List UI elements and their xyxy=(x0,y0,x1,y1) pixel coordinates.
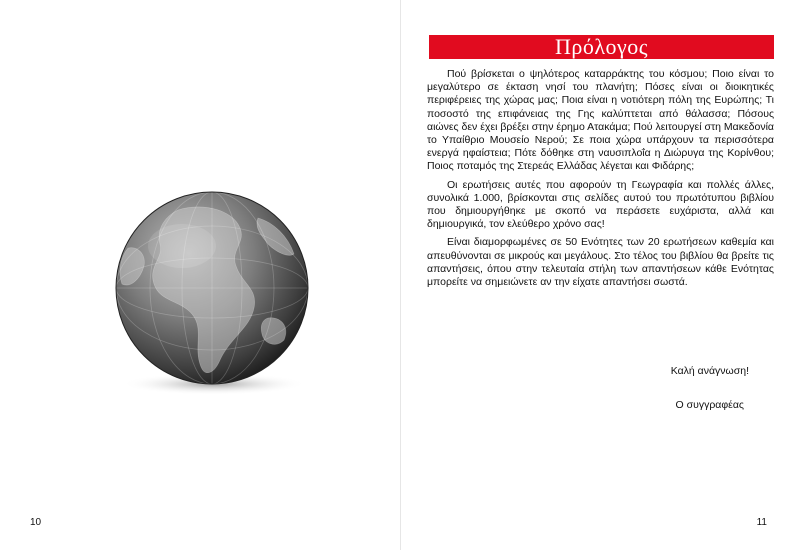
closing-greeting: Καλή ανάγνωση! xyxy=(670,365,749,377)
right-page xyxy=(401,0,800,550)
page-number-right: 11 xyxy=(756,517,767,528)
globe-illustration xyxy=(108,188,318,398)
preface-body xyxy=(427,68,774,294)
paragraph: Είναι διαμορφωμένες σε 50 Ενότητες των 20 ερωτήσεων καθεμία και απευθύνονται σε μικρούς και μεγάλους. Στο τέλος του βιβλίου θα βρείτε τις απαντήσεις, όπου στην τελευταία στήλη των απαντήσεων κάθε Ενότητας μπορείτε να σημειώνετε αν την είχατε απαντήσει σωστά. xyxy=(427,236,774,289)
page-number-left: 10 xyxy=(30,517,42,528)
globe-icon xyxy=(108,188,318,398)
page-title: Πρόλογος xyxy=(429,35,774,59)
paragraph: Πού βρίσκεται ο ψηλότερος καταρράκτης του κόσμου; Ποιο είναι το μεγαλύτερο σε έκταση νησί του πλανήτη; Πόσες είναι οι διοικητικές περιφέρειες της χώρας μας; Ποια είναι η νοτιότερη πόλη της Ευρώπης; Τι ποσοστό της επιφάνειας της Γης καλύπτεται από θάλασσα; Πόσους αιώνες δεν έχει βρέξει στην έρημο Ατακάμα; Πού λειτουργεί στη Μακεδονία το Υπαίθριο Μουσείο Νερού; Σε ποια χώρα υπάρχουν τα περισσότερα ενεργά ηφαίστεια; Πότε δόθηκε στη ναυσιπλοΐα η Διώρυγα της Κορίνθου; Ποιος ποταμός της Στερεάς Ελλάδας λέγεται και Φιδάρης; xyxy=(427,68,774,173)
author-signature: Ο συγγραφέας xyxy=(675,399,744,411)
paragraph: Οι ερωτήσεις αυτές που αφορούν τη Γεωγραφία και πολλές άλλες, συνολικά 1.000, βρίσκονται στις σελίδες αυτού του πρωτότυπου βιβλίου που δημιουργήθηκε με σκοπό να περάσετε ευχάριστα, αλλά και δημιουργικά, τον ελεύθερο χρόνο σας! xyxy=(427,178,774,231)
